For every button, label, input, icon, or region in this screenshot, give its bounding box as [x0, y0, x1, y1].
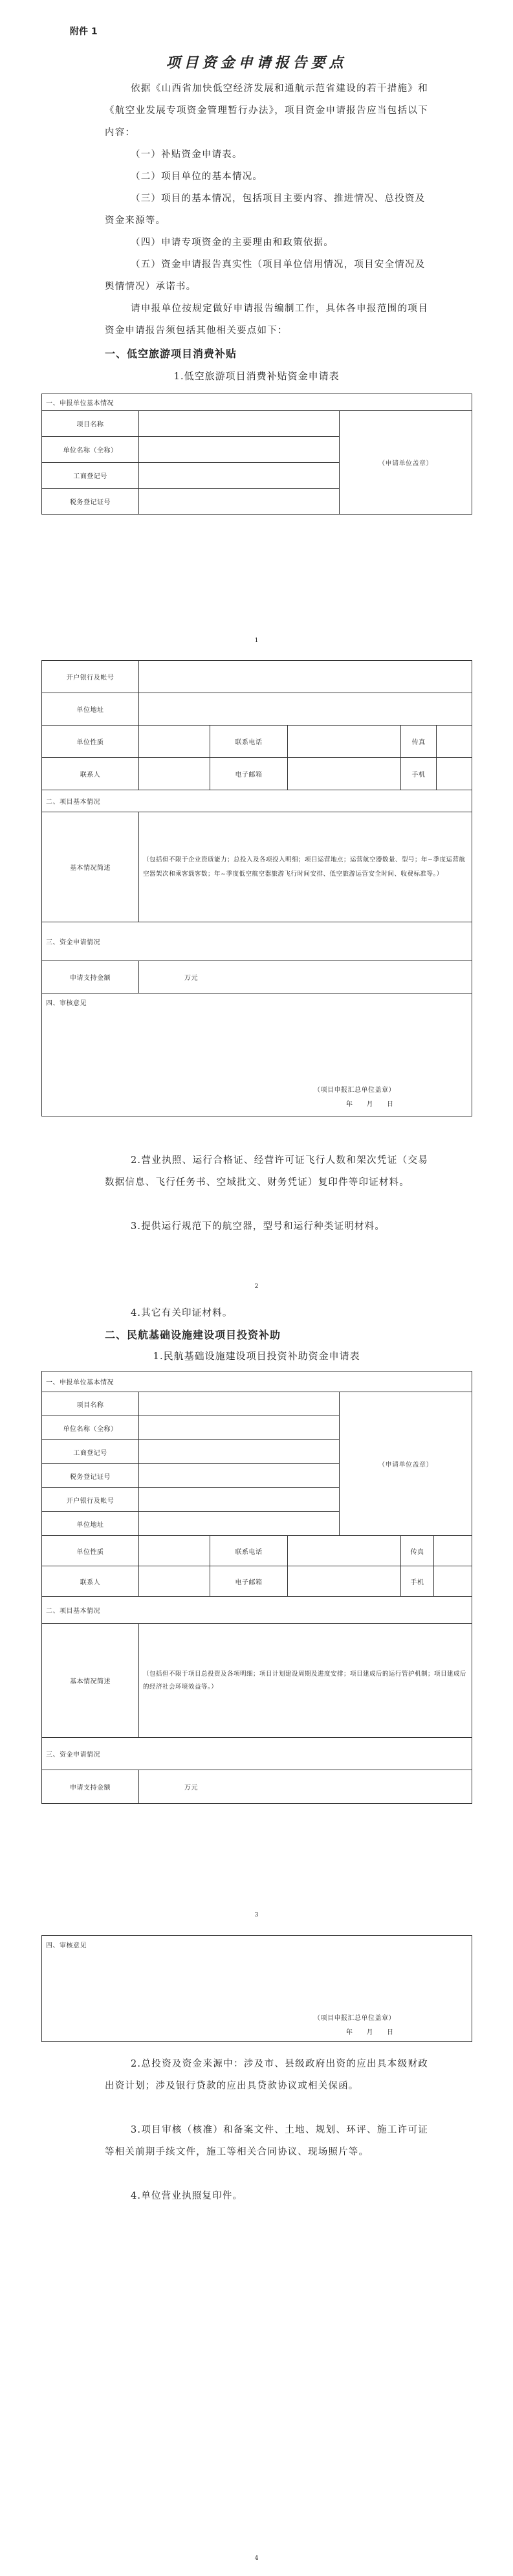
form2-section-project: 二、项目基本情况 [42, 1597, 472, 1624]
form1-section-project: 二、项目基本情况 [42, 790, 472, 812]
form2-section-basic: 一、申报单位基本情况 [42, 1371, 472, 1392]
section1-note-3: 3.提供运行规范下的航空器，型号和运行种类证明材料。 [131, 1221, 386, 1232]
form1-field-project-name[interactable] [139, 411, 340, 437]
form2-field-tax-reg[interactable] [139, 1464, 340, 1488]
form1-label-business-reg: 工商登记号 [42, 463, 139, 489]
form1-label-address: 单位地址 [42, 693, 139, 726]
form1-label-contact: 联系人 [42, 758, 139, 790]
form1-section-funding: 三、资金申请情况 [42, 922, 472, 961]
form1-review-box [42, 994, 472, 1116]
subsidy-form-part2 [41, 660, 472, 1116]
form1-label-unit-name: 单位名称（全称） [42, 437, 139, 463]
form2-fax-cell [401, 1536, 472, 1566]
form2-label-address: 单位地址 [42, 1512, 139, 1536]
investment-form-part1 [41, 1371, 472, 1804]
section1-heading: 一、低空旅游项目消费补贴 [105, 348, 237, 360]
intro-item-3: （三）项目的基本情况，包括项目主要内容、推进情况、总投资及资金来源等。 [105, 194, 426, 226]
intro-paragraph: 依据《山西省加快低空经济发展和通航示范省建设的若干措施》和《航空业发展专项资金管理暂行办法》，项目资金申请报告应当包括以下内容： [105, 83, 428, 138]
form1-field-unit-name[interactable] [139, 437, 340, 463]
form2-label-mobile: 手机 [401, 1566, 434, 1596]
form1-field-address[interactable] [139, 693, 472, 726]
form2-field-contact[interactable] [139, 1566, 210, 1597]
investment-form-part2 [41, 1935, 472, 2042]
page-number-2: 2 [254, 1283, 259, 1290]
form2-mobile-cell [401, 1566, 472, 1597]
form2-section-review: 四、审核意见 [46, 1942, 87, 1949]
form1-label-project-name: 项目名称 [42, 411, 139, 437]
form2-field-email[interactable] [288, 1566, 401, 1597]
form1-review-date: 年 月 日 [346, 1101, 394, 1108]
form2-applicant-stamp: （申请单位盖章） [340, 1392, 472, 1536]
page-number-1: 1 [254, 638, 259, 644]
section1-subheading: 1.低空旅游项目消费补贴资金申请表 [173, 370, 340, 382]
intro-item-5: （五）资金申请报告真实性（项目单位信用情况，项目安全情况及舆情情况）承诺书。 [105, 260, 426, 292]
form2-field-mobile[interactable] [434, 1566, 472, 1596]
form2-field-business-reg[interactable] [139, 1440, 340, 1464]
form2-label-tax-reg: 税务登记证号 [42, 1464, 139, 1488]
intro-item-2: （二）项目单位的基本情况。 [131, 172, 263, 182]
form2-section-funding: 三、资金申请情况 [42, 1738, 472, 1770]
form2-field-contact-phone[interactable] [288, 1536, 401, 1566]
form1-section-review: 四、审核意见 [46, 1000, 87, 1007]
form2-label-project-name: 项目名称 [42, 1392, 139, 1416]
form1-field-unit-nature[interactable] [139, 726, 210, 758]
form2-label-contact: 联系人 [42, 1566, 139, 1597]
intro-closing-paragraph: 请申报单位按规定做好申请报告编制工作，具体各申报范围的项目资金申请报告须包括其他相关要点如下： [105, 304, 428, 336]
form1-basic-desc-hint[interactable]: （包括但不限于企业资质能力；总投入及各项投入明细；项目运营地点；运营航空器数量、型号；年~季度运营航空器架次和乘客载客数；年~季度低空航空器旅游飞行时间安排、低空旅游运营安全时间、收费标准等。） [139, 812, 472, 922]
form2-label-contact-phone: 联系电话 [210, 1536, 288, 1566]
annex-label: 附件 1 [70, 27, 98, 37]
form2-label-bank: 开户银行及帐号 [42, 1488, 139, 1512]
form1-review-stamp: （项目申报汇总单位盖章） [314, 1087, 395, 1094]
form1-field-amount[interactable]: 万元 [139, 961, 472, 994]
section2-note-3: 3.项目审核（核准）和备案文件、土地、规划、环评、施工许可证等相关前期手续文件，施工等相关合同协议、现场照片等。 [105, 2125, 428, 2157]
intro-item-1: （一）补贴资金申请表。 [131, 150, 243, 160]
form2-field-project-name[interactable] [139, 1392, 340, 1416]
section2-note-4: 4.单位营业执照复印件。 [131, 2191, 243, 2201]
form1-field-email[interactable] [288, 758, 401, 790]
form2-label-fax: 传真 [401, 1536, 434, 1566]
form1-field-contact-phone[interactable] [288, 726, 401, 758]
intro-item-4: （四）申请专项资金的主要理由和政策依据。 [131, 238, 334, 248]
form2-review-stamp: （项目申报汇总单位盖章） [314, 2015, 395, 2022]
section2-subheading: 1.民航基础设施建设项目投资补助资金申请表 [153, 1350, 360, 1362]
section1-note-2: 2.营业执照、运行合格证、经营许可证飞行人数和架次凭证（交易数据信息、飞行任务书、空域批文、财务凭证）复印件等印证材料。 [105, 1155, 428, 1188]
form1-label-tax-reg: 税务登记证号 [42, 489, 139, 515]
form1-label-unit-nature: 单位性质 [42, 726, 139, 758]
page-number-3: 3 [254, 1912, 259, 1918]
form1-label-contact-phone: 联系电话 [210, 726, 288, 758]
form2-review-date: 年 月 日 [346, 2029, 394, 2036]
page-number-4: 4 [254, 2555, 259, 2562]
form1-label-mobile: 手机 [401, 758, 437, 790]
form1-section-basic: 一、申报单位基本情况 [42, 394, 472, 411]
form1-field-contact[interactable] [139, 758, 210, 790]
section2-heading: 二、民航基础设施建设项目投资补助 [105, 1329, 281, 1341]
form2-field-address[interactable] [139, 1512, 340, 1536]
form1-label-email: 电子邮箱 [210, 758, 288, 790]
form2-label-basic-desc: 基本情况简述 [42, 1624, 139, 1738]
form1-field-mobile[interactable] [437, 758, 472, 790]
form2-label-unit-name: 单位名称（全称） [42, 1416, 139, 1440]
section2-note-2: 2.总投资及资金来源中：涉及市、县级政府出资的应出具本级财政出资计划；涉及银行贷款的应出具贷款协议或相关保函。 [105, 2059, 428, 2091]
form1-field-fax[interactable] [437, 726, 472, 758]
form2-field-amount[interactable]: 万元 [139, 1770, 472, 1804]
form1-field-bank[interactable] [139, 661, 472, 693]
form1-field-business-reg[interactable] [139, 463, 340, 489]
form2-field-bank[interactable] [139, 1488, 340, 1512]
form1-label-basic-desc: 基本情况简述 [42, 812, 139, 922]
form2-field-unit-nature[interactable] [139, 1536, 210, 1566]
form1-label-bank: 开户银行及帐号 [42, 661, 139, 693]
form2-review-box [42, 1936, 472, 2042]
form2-basic-desc-hint[interactable]: （包括但不限于项目总投资及各项明细；项目计划建设周期及进度安排；项目建成后的运行管护机制；项目建成后的经济社会环境效益等。） [139, 1624, 472, 1738]
form2-label-unit-nature: 单位性质 [42, 1536, 139, 1566]
section1-note-4: 4.其它有关印证材料。 [131, 1308, 233, 1318]
form1-applicant-stamp: （申请单位盖章） [340, 411, 472, 515]
form2-label-amount: 申请支持金额 [42, 1770, 139, 1804]
document-title: 项目资金申请报告要点 [166, 54, 347, 71]
form2-label-email: 电子邮箱 [210, 1566, 288, 1597]
form2-field-fax[interactable] [434, 1536, 472, 1566]
form2-field-unit-name[interactable] [139, 1416, 340, 1440]
form1-field-tax-reg[interactable] [139, 489, 340, 515]
form2-label-business-reg: 工商登记号 [42, 1440, 139, 1464]
form1-label-amount: 申请支持金额 [42, 961, 139, 994]
subsidy-form-part1 [41, 394, 472, 515]
form1-label-fax: 传真 [401, 726, 437, 758]
